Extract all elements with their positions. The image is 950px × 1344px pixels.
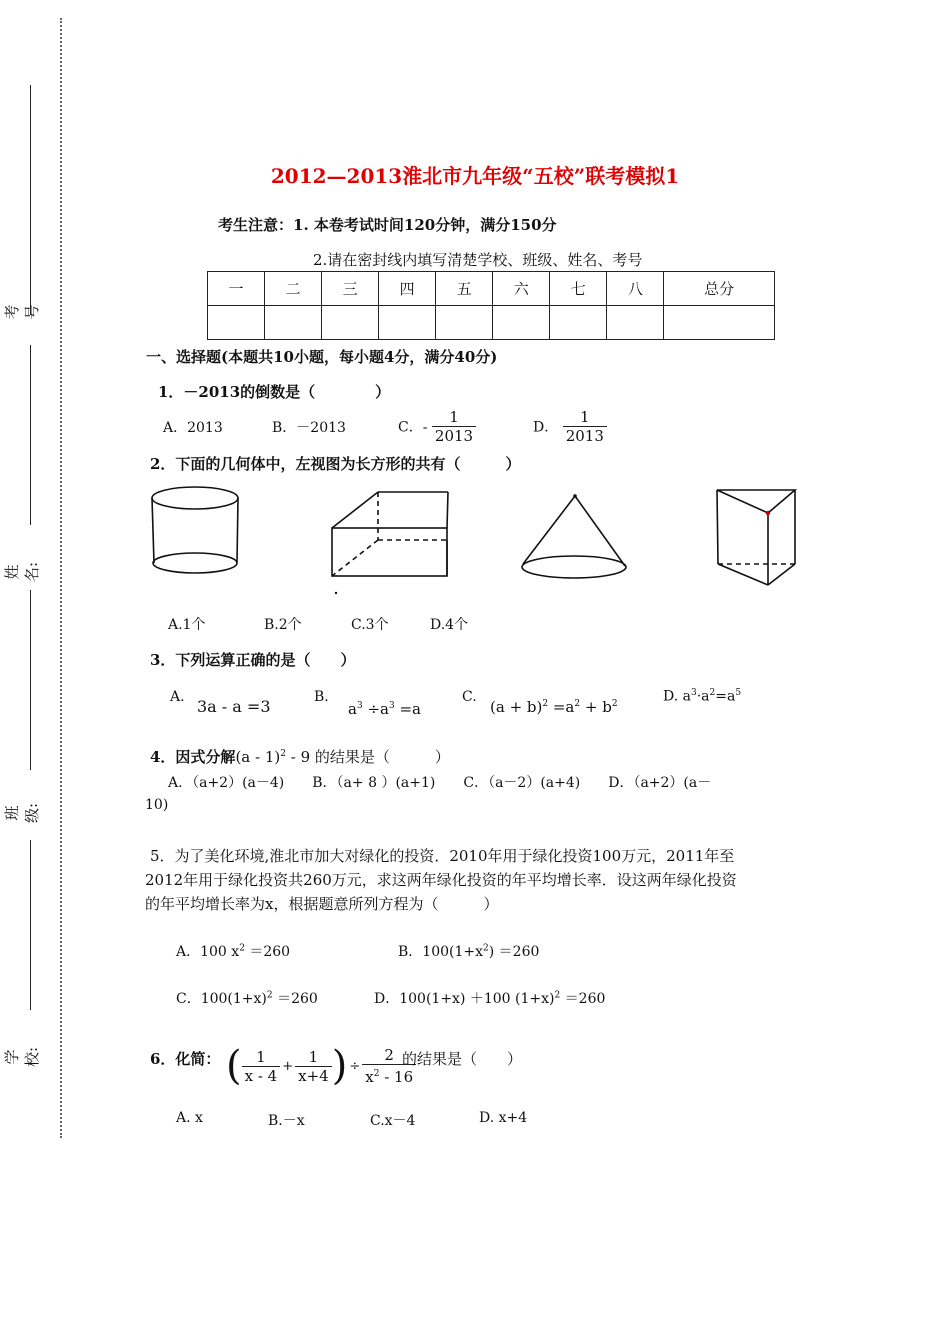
q5-option-a [176,941,290,961]
q1-option-d [533,408,607,445]
q3-d-label: D. [663,688,679,705]
score-header-total: 总分 [664,272,775,306]
q1-d-fraction [563,408,607,445]
class-label: 班级: [3,802,41,823]
score-header-2: 二 [265,272,322,306]
q6-expression [226,1036,416,1096]
q5-c-part1: C．100(1+x) [176,991,267,1007]
q6-f3-den-rest: - 16 [379,1068,414,1086]
class-line [30,590,31,770]
q1-c-den: 2013 [432,426,476,445]
cuboid-figure [332,492,448,576]
score-header-4: 四 [379,272,436,306]
q3-d-part3: =a [715,688,736,705]
q5-option-c [176,988,318,1008]
q5-a-part1: A．100 x [176,944,240,960]
q3-b-exp2: 3 [388,701,395,711]
q6-f2-den: x+4 [295,1066,332,1085]
q5-line-1-text: 5．为了美化环境,淮北市加大对绿化的投资．2010年用于绿化投资100万元，2011年至 [150,847,735,865]
exam-note-2: 2.请在密封线内填写清楚学校、班级、姓名、考号 [313,251,643,269]
school-label: 学校: [3,1046,41,1067]
q1-c-fraction [432,408,476,445]
q1-c-prefix: C．- [398,419,428,436]
q5-b-part1: B．100(1+x [398,944,484,960]
q6-stem-part1: 6．化简： [150,1050,221,1068]
q1-d-num: 1 [580,408,590,426]
name-line [30,345,31,525]
q3-c-expr [490,698,618,716]
score-cell [265,306,322,340]
q6-option-d: D. x+4 [479,1110,528,1126]
q3-c-exp3: 2 [611,699,618,709]
q5-c-exp: 2 [266,990,273,1001]
q2-option-b: B.2个 [264,617,302,633]
q5-c-rest: ＝260 [272,991,318,1007]
school-line [30,840,31,1010]
score-header-8: 八 [607,272,664,306]
score-table [207,271,775,340]
q3-a-label: A. [170,689,185,705]
score-header-1: 一 [208,272,265,306]
score-header-6: 六 [493,272,550,306]
q6-fraction-2 [295,1048,332,1085]
score-cell [607,306,664,340]
q5-b-exp: 2 [483,943,489,954]
score-header-5: 五 [436,272,493,306]
q3-b-part2: ÷a [362,700,389,718]
q6-stem-part2: 的结果是（ ） [402,1050,523,1068]
q6-f3-den-x: x [365,1068,374,1086]
q2-option-c: C.3个 [351,617,389,633]
q3-d-part1: a [682,688,691,705]
score-cell [436,306,493,340]
q5-a-rest: ＝260 [244,944,291,960]
exam-note-1: 考生注意：1. 本卷考试时间120分钟，满分150分 [218,216,557,234]
q1-stem-text: 1．－2013的倒数是（ ） [158,383,391,401]
q5-d-rest: ＝260 [560,991,606,1007]
q5-line-1 [150,845,734,866]
q3-d-exp2: 2 [709,688,716,698]
q6-option-b: B.－x [268,1113,305,1129]
score-cell [379,306,436,340]
q3-c-part1: (a + b) [490,698,543,716]
q3-c-part2: =a [548,698,575,716]
score-table-value-row [208,306,775,340]
score-cell [664,306,775,340]
q3-c-exp1: 2 [542,699,549,709]
q4-stem-part2: - 9 的结果是（ ） [285,748,450,766]
q4-stem-part1: 4．因式分解 [150,748,236,766]
q5-option-b [398,941,539,961]
q5-line-2: 2012年用于绿化投资共260万元，求这两年绿化投资的年平均增长率．设这两年绿化投资 [145,871,737,889]
q5-d-part1: D．100(1+x) ＋100 (1+x) [374,991,555,1007]
q6-f3-num: 2 [384,1046,394,1064]
q6-fraction-1 [242,1048,281,1085]
q2-option-d: D.4个 [430,617,469,633]
q3-b-part3: =a [394,700,421,718]
q6-plus: + [282,1058,294,1074]
q3-a-expr: 3a - a =3 [197,697,271,716]
q3-stem: 3．下列运算正确的是（ ） [150,651,356,669]
q1-d-prefix: D． [533,419,559,436]
cylinder-figure [152,487,238,573]
q4-stem-expr: (a - 1) [235,748,281,766]
exam-no-label: 考号 [3,304,41,320]
q4-stem-exp: 2 [280,749,286,759]
q3-d-exp1: 3 [691,688,697,698]
q4-stem [150,746,450,767]
q5-line-3: 的年平均增长率为x，根据题意所列方程为（ ） [145,895,499,913]
q3-b-expr [348,700,421,718]
q6-right-paren: ) [331,1043,348,1089]
name-label: 姓名: [3,561,41,582]
q3-c-exp2: 2 [574,699,581,709]
cone-figure [522,496,626,578]
section-title: 一、选择题(本题共10小题，每小题4分，满分40分) [146,348,498,366]
q3-b-label: B. [314,689,329,705]
q5-a-exp: 2 [239,943,245,954]
q2-solids-figure [140,480,820,600]
q6-option-a: A. x [176,1110,203,1126]
q2-option-a: A.1个 [168,617,206,633]
q6-f1-num: 1 [256,1047,266,1066]
q6-divide: ÷ [349,1058,361,1074]
score-header-7: 七 [550,272,607,306]
q6-f2-num: 1 [308,1047,319,1066]
q1-option-a: A．2013 [163,420,223,436]
score-header-3: 三 [322,272,379,306]
q3-d-part2: ·a [696,688,710,705]
score-cell [322,306,379,340]
q3-d-exp3: 5 [735,688,742,698]
prism-figure [717,490,795,585]
q6-option-c: C.x－4 [370,1113,416,1129]
q5-b-rest: ) ＝260 [488,944,540,960]
q3-c-label: C. [462,689,477,705]
q5-d-exp: 2 [554,990,561,1001]
q3-c-part3: + b [580,698,612,716]
exam-no-line [30,85,31,315]
q6-left-paren: ( [226,1043,242,1089]
q1-option-c [398,408,476,445]
q4-options-line-cont: 10) [145,797,169,813]
q6-f3-den-exp: 2 [373,1069,380,1079]
q6-f1-den: x - 4 [242,1066,281,1085]
q3-option-d [663,688,741,705]
q1-d-den: 2013 [563,426,607,445]
exam-title: 2012—2013淮北市九年级“五校”联考模拟1 [270,164,680,188]
score-cell [550,306,607,340]
score-table-header-row [208,272,775,306]
q4-options-line: A．（a+2）(a－4) B．（a+ 8 ）(a+1) C．（a－2）(a+4) D．（a+2）(a－ [168,775,712,791]
q3-b-exp1: 3 [356,701,363,711]
q2-stem: 2．下面的几何体中，左视图为长方形的共有（ ） [150,455,521,473]
score-cell [493,306,550,340]
q3-b-part1: a [348,700,357,718]
q1-c-num: 1 [449,408,459,426]
q1-stem [158,381,390,402]
q1-option-b: B．－2013 [272,420,346,436]
score-cell [208,306,265,340]
q5-option-d [374,988,605,1008]
